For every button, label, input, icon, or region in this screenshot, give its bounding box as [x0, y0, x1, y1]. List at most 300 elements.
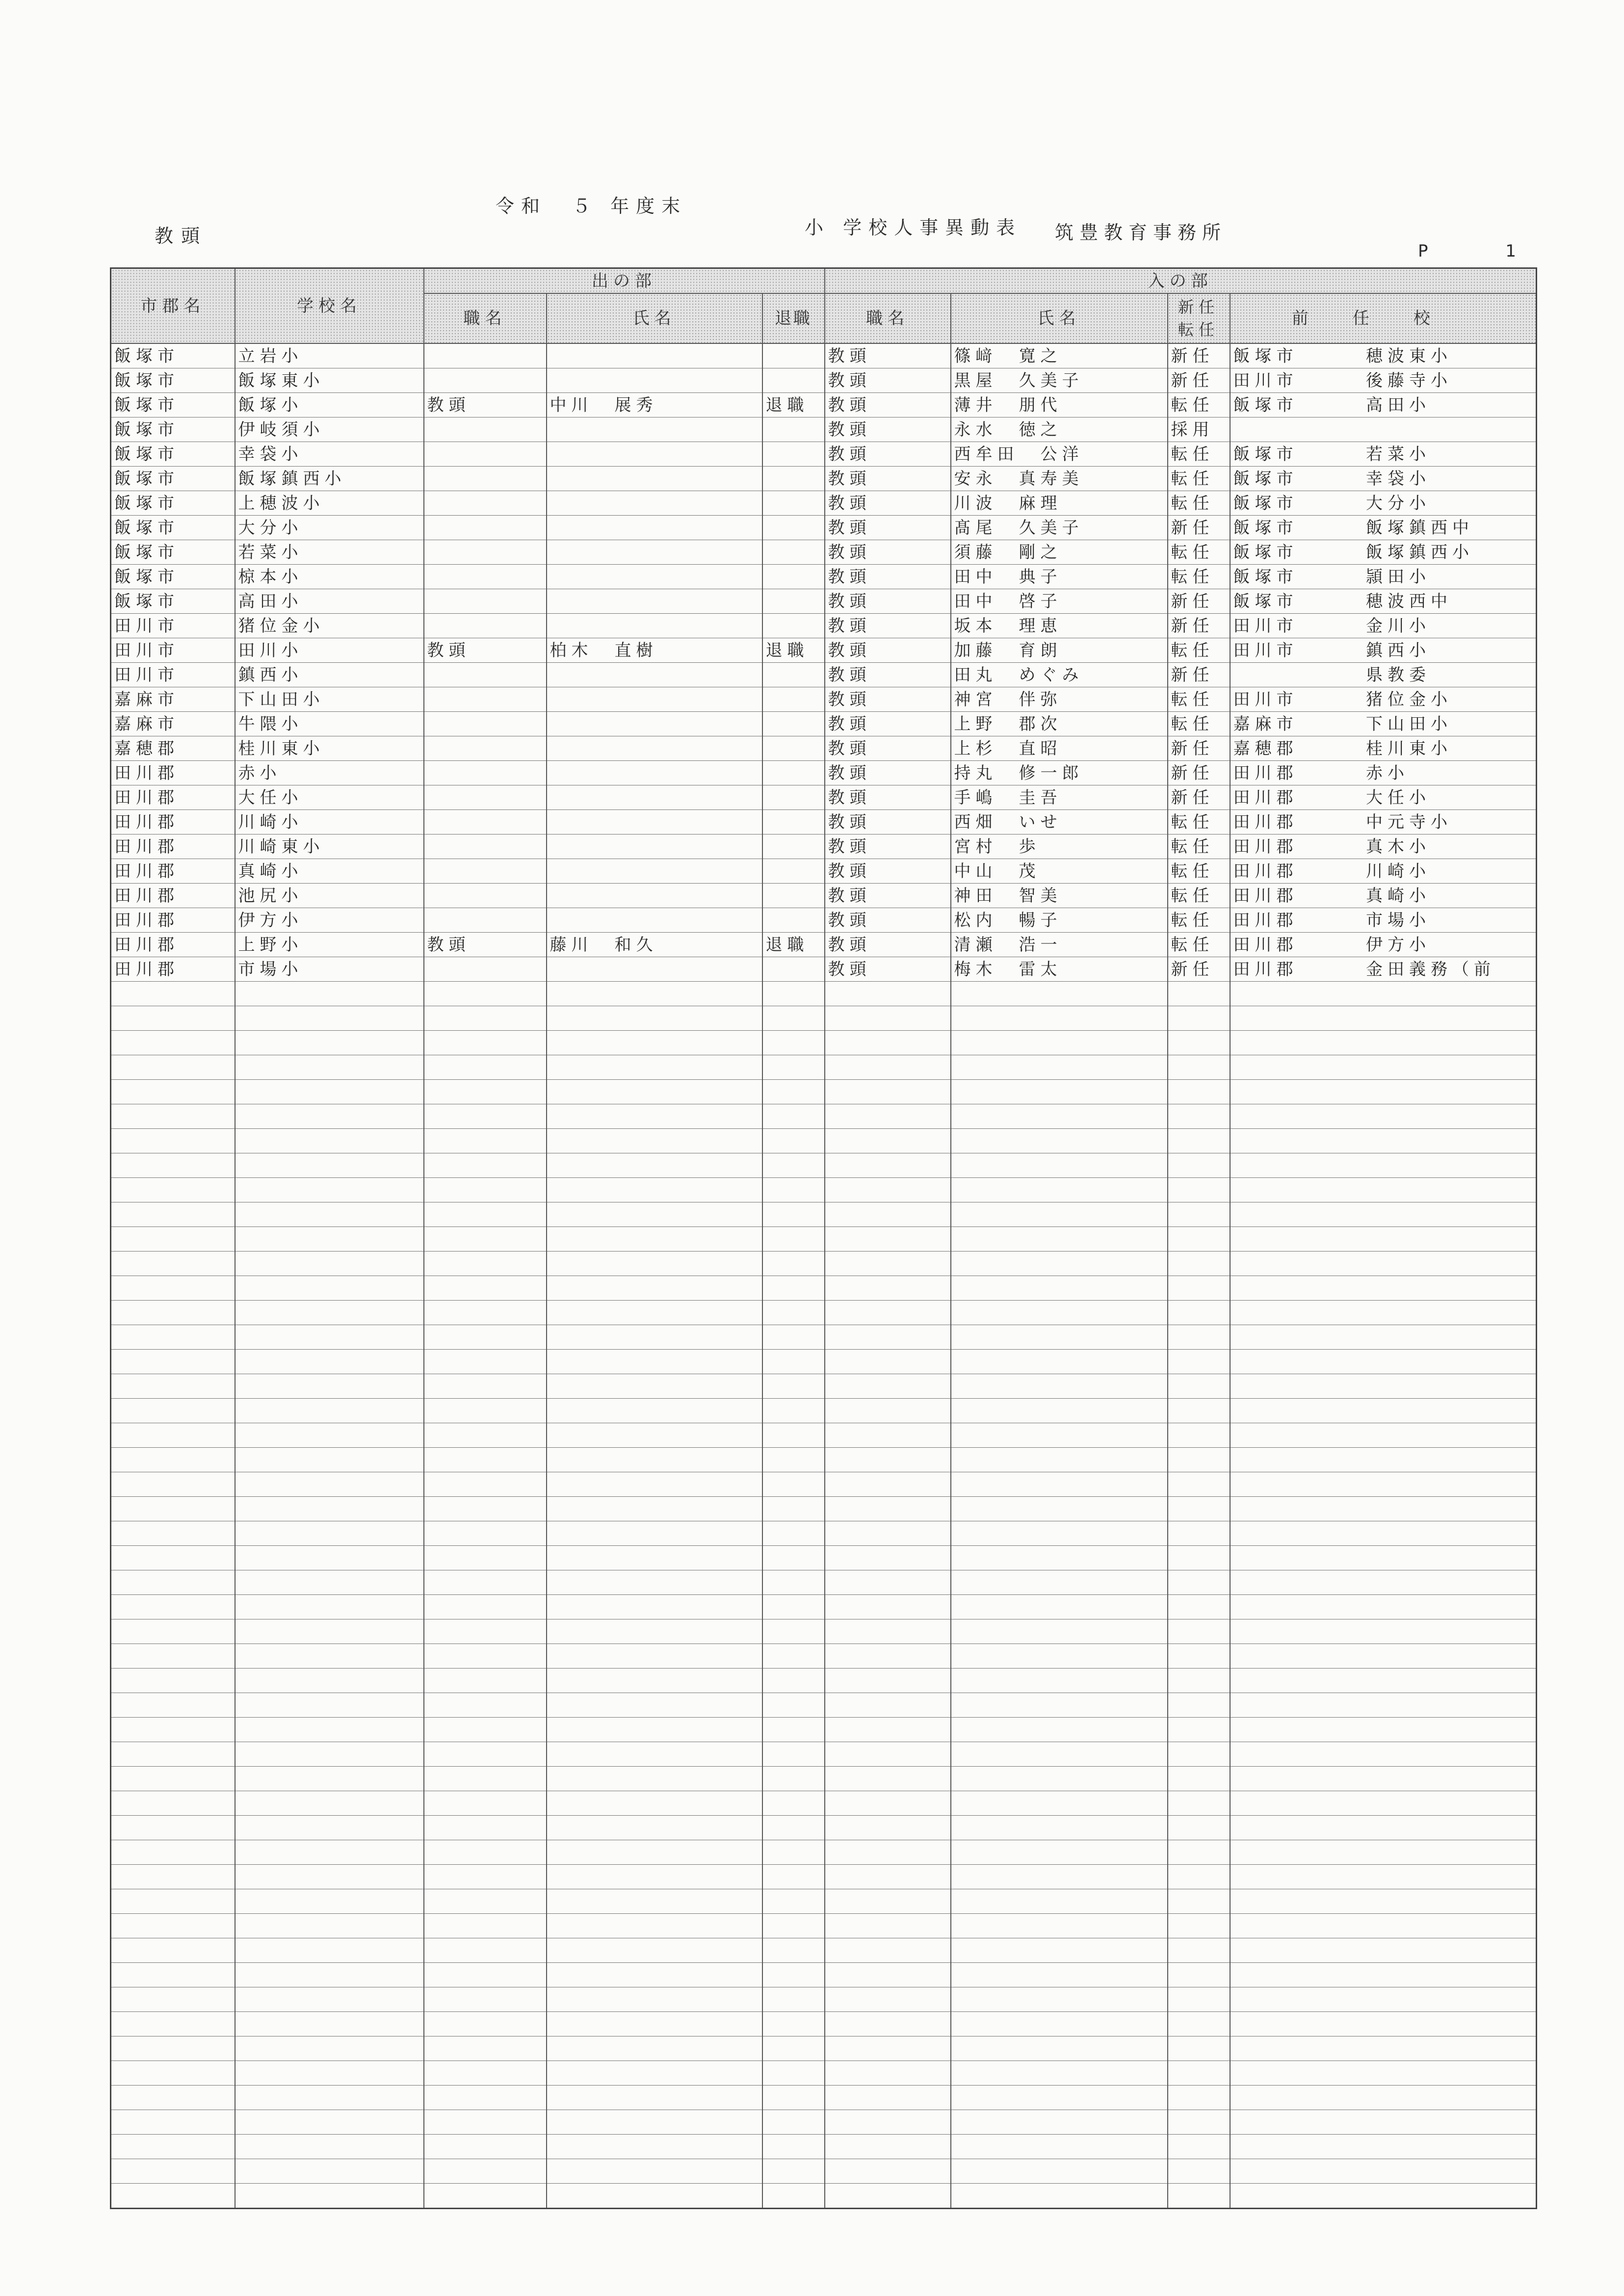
in-type-cell: 転任: [1168, 933, 1230, 957]
in-type-cell: 転任: [1168, 810, 1230, 835]
in-name-cell: [951, 1202, 1168, 1227]
in-title-cell: [825, 1325, 951, 1350]
out-title-cell: [424, 736, 547, 761]
prev-school-cell: [1230, 1104, 1537, 1129]
out-retire-cell: [762, 1669, 825, 1693]
out-name-cell: [547, 565, 762, 589]
prev-school-cell: [1230, 1938, 1537, 1963]
school-cell: [235, 1031, 424, 1055]
out-name-cell: [547, 614, 762, 638]
region-cell: 田川郡: [111, 761, 235, 785]
prev-school-cell: [1230, 1472, 1537, 1497]
region-cell: [111, 1693, 235, 1718]
out-name-cell: [547, 589, 762, 614]
prev-school-cell: [1230, 1914, 1537, 1938]
in-type-cell: 新任: [1168, 785, 1230, 810]
out-name-cell: [547, 736, 762, 761]
out-retire-cell: [762, 1252, 825, 1276]
prev-school-cell: [1230, 1374, 1537, 1399]
prev-school-name: 大分小: [1366, 493, 1431, 513]
out-title-cell: [424, 1006, 547, 1031]
prev-school-cell: [1230, 1816, 1537, 1840]
in-name-cell: 田丸 めぐみ: [951, 663, 1168, 687]
in-type-cell: [1168, 1178, 1230, 1202]
empty-row: [111, 1374, 1537, 1399]
out-title-cell: [424, 1718, 547, 1742]
prev-school-name: 幸袋小: [1366, 469, 1431, 489]
empty-row: [111, 2184, 1537, 2209]
school-cell: [235, 1325, 424, 1350]
prev-school-cell: [1230, 614, 1537, 638]
out-retire-cell: [762, 1031, 825, 1055]
out-title-cell: [424, 1153, 547, 1178]
prev-school-cell: [1230, 810, 1537, 835]
table-row: [111, 491, 1537, 516]
out-title-cell: [424, 1104, 547, 1129]
out-retire-cell: [762, 1840, 825, 1865]
out-name-cell: [547, 2159, 762, 2184]
in-name-cell: 西牟田 公洋: [951, 442, 1168, 467]
prev-school-cell: [1230, 1252, 1537, 1276]
out-name-cell: [547, 1693, 762, 1718]
region-cell: 田川郡: [111, 908, 235, 933]
out-title-cell: [424, 1619, 547, 1644]
in-type-cell: 新任: [1168, 343, 1230, 368]
in-name-cell: [951, 1129, 1168, 1153]
in-title-cell: [825, 1619, 951, 1644]
empty-row: [111, 2110, 1537, 2135]
region-cell: [111, 2012, 235, 2036]
prev-school-name: 後藤寺小: [1366, 370, 1453, 391]
office-name: 筑豊教育事務所: [1055, 222, 1227, 243]
prev-school-name: 川崎小: [1366, 861, 1431, 881]
out-name-cell: [547, 2036, 762, 2061]
out-title-cell: [424, 785, 547, 810]
out-retire-cell: [762, 1276, 825, 1301]
prev-region: 飯塚市: [1233, 395, 1298, 415]
in-name-cell: 篠﨑 寛之: [951, 343, 1168, 368]
out-title-cell: [424, 908, 547, 933]
prev-school-name: 鎮西小: [1366, 640, 1431, 660]
out-title-cell: [424, 2159, 547, 2184]
school-cell: [235, 1202, 424, 1227]
in-name-cell: [951, 1938, 1168, 1963]
in-name-cell: [951, 1104, 1168, 1129]
in-type-cell: [1168, 1448, 1230, 1472]
school-cell: 椋本小: [235, 565, 424, 589]
school-cell: [235, 2184, 424, 2209]
prev-region: 田川郡: [1233, 886, 1298, 906]
out-name-cell: [547, 1031, 762, 1055]
in-title-cell: 教頭: [825, 343, 951, 368]
in-type-cell: 新任: [1168, 368, 1230, 393]
region-cell: [111, 1202, 235, 1227]
table-row: [111, 540, 1537, 565]
out-title-cell: [424, 835, 547, 859]
out-retire-cell: 退職: [762, 638, 825, 663]
in-name-cell: [951, 1619, 1168, 1644]
in-name-cell: [951, 1521, 1168, 1546]
region-cell: [111, 1718, 235, 1742]
in-type-cell: [1168, 1619, 1230, 1644]
school-cell: [235, 1374, 424, 1399]
out-retire-cell: [762, 810, 825, 835]
in-title-cell: [825, 1423, 951, 1448]
in-title-cell: [825, 2012, 951, 2036]
in-type-cell: [1168, 1718, 1230, 1742]
in-name-cell: 坂本 理恵: [951, 614, 1168, 638]
in-name-cell: [951, 1987, 1168, 2012]
in-name-cell: [951, 2036, 1168, 2061]
out-name-cell: [547, 1350, 762, 1374]
school-cell: 伊方小: [235, 908, 424, 933]
out-title-cell: [424, 1423, 547, 1448]
out-retire-cell: [762, 1521, 825, 1546]
region-cell: [111, 1276, 235, 1301]
in-type-cell: [1168, 1350, 1230, 1374]
region-cell: 飯塚市: [111, 393, 235, 417]
school-cell: [235, 2036, 424, 2061]
region-cell: [111, 1423, 235, 1448]
prev-school-name: 飯塚鎮西中: [1366, 518, 1474, 538]
prev-school-cell: [1230, 1153, 1537, 1178]
in-type-cell: [1168, 2012, 1230, 2036]
table-row: [111, 417, 1537, 442]
empty-row: [111, 2086, 1537, 2110]
prev-school-cell: [1230, 785, 1537, 810]
out-title-cell: [424, 1227, 547, 1252]
school-cell: [235, 1987, 424, 2012]
out-retire-cell: [762, 785, 825, 810]
in-type-cell: [1168, 1963, 1230, 1987]
in-title-cell: 教頭: [825, 859, 951, 884]
region-cell: [111, 1227, 235, 1252]
school-cell: [235, 2135, 424, 2159]
prev-school-cell: [1230, 1521, 1537, 1546]
out-title-cell: [424, 1055, 547, 1080]
region-cell: [111, 2184, 235, 2209]
out-name-cell: [547, 1619, 762, 1644]
out-name-cell: [547, 1423, 762, 1448]
in-name-cell: 松内 暢子: [951, 908, 1168, 933]
prev-school-cell: [1230, 982, 1537, 1006]
table-row: [111, 736, 1537, 761]
out-retire-cell: [762, 1448, 825, 1472]
in-type-cell: [1168, 1570, 1230, 1595]
empty-row: [111, 1031, 1537, 1055]
empty-row: [111, 1006, 1537, 1031]
in-type-cell: [1168, 1104, 1230, 1129]
in-name-cell: 加藤 育朗: [951, 638, 1168, 663]
prev-school-cell: [1230, 1791, 1537, 1816]
prev-school-cell: [1230, 1301, 1537, 1325]
header-school: 学校名: [235, 268, 424, 344]
region-cell: [111, 1521, 235, 1546]
out-retire-cell: [762, 1767, 825, 1791]
region-cell: [111, 1080, 235, 1104]
out-name-cell: [547, 1399, 762, 1423]
empty-row: [111, 1104, 1537, 1129]
school-cell: 池尻小: [235, 884, 424, 908]
out-name-cell: [547, 1840, 762, 1865]
out-name-cell: [547, 2135, 762, 2159]
prev-region: 田川郡: [1233, 935, 1298, 955]
header-region: 市郡名: [111, 268, 235, 344]
in-title-cell: 教頭: [825, 393, 951, 417]
in-name-cell: [951, 1080, 1168, 1104]
in-name-cell: [951, 1914, 1168, 1938]
empty-row: [111, 1153, 1537, 1178]
page-value: 1: [1505, 241, 1516, 261]
region-cell: [111, 1252, 235, 1276]
table-row: [111, 884, 1537, 908]
region-cell: [111, 2110, 235, 2135]
out-title-cell: [424, 1963, 547, 1987]
region-cell: [111, 1006, 235, 1031]
page-label: P: [1418, 241, 1428, 261]
in-type-cell: [1168, 1546, 1230, 1570]
out-title-cell: [424, 663, 547, 687]
prev-school-cell: [1230, 908, 1537, 933]
out-retire-cell: [762, 982, 825, 1006]
in-name-cell: 上杉 直昭: [951, 736, 1168, 761]
in-type-cell: 採用: [1168, 417, 1230, 442]
out-title-cell: [424, 810, 547, 835]
out-name-cell: [547, 2184, 762, 2209]
prev-region: 飯塚市: [1233, 493, 1298, 513]
prev-school-cell: [1230, 884, 1537, 908]
table-row: [111, 638, 1537, 663]
school-cell: [235, 1497, 424, 1521]
empty-row: [111, 1693, 1537, 1718]
out-title-cell: [424, 1644, 547, 1669]
out-name-cell: [547, 761, 762, 785]
in-type-cell: 転任: [1168, 565, 1230, 589]
prev-school-cell: [1230, 540, 1537, 565]
out-name-cell: [547, 1595, 762, 1619]
out-name-cell: [547, 1178, 762, 1202]
out-title-cell: [424, 1472, 547, 1497]
region-cell: [111, 1840, 235, 1865]
out-retire-cell: [762, 2061, 825, 2086]
out-name-cell: [547, 884, 762, 908]
in-title-cell: [825, 1350, 951, 1374]
out-retire-cell: [762, 1153, 825, 1178]
in-title-cell: 教頭: [825, 368, 951, 393]
out-retire-cell: [762, 1472, 825, 1497]
in-title-cell: 教頭: [825, 908, 951, 933]
prev-school-name: 飯塚鎮西小: [1366, 542, 1474, 562]
prev-school-name: 市場小: [1366, 910, 1431, 930]
in-type-cell: [1168, 2159, 1230, 2184]
prev-school-cell: [1230, 1669, 1537, 1693]
in-type-cell: [1168, 1055, 1230, 1080]
in-type-cell: [1168, 1252, 1230, 1276]
prev-school-cell: [1230, 589, 1537, 614]
in-title-cell: 教頭: [825, 810, 951, 835]
in-name-cell: 田中 典子: [951, 565, 1168, 589]
school-cell: 川崎小: [235, 810, 424, 835]
out-name-cell: [547, 908, 762, 933]
empty-row: [111, 982, 1537, 1006]
in-name-cell: [951, 1546, 1168, 1570]
in-title-cell: [825, 982, 951, 1006]
out-retire-cell: [762, 663, 825, 687]
region-cell: 田川郡: [111, 933, 235, 957]
region-cell: 嘉麻市: [111, 712, 235, 736]
prev-school-cell: [1230, 2159, 1537, 2184]
in-title-cell: 教頭: [825, 835, 951, 859]
in-name-cell: 田中 啓子: [951, 589, 1168, 614]
table-row: [111, 343, 1537, 368]
in-name-cell: [951, 1153, 1168, 1178]
in-name-cell: 永水 徳之: [951, 417, 1168, 442]
school-cell: 立岩小: [235, 343, 424, 368]
in-name-cell: 神宮 伴弥: [951, 687, 1168, 712]
out-title-cell: [424, 1669, 547, 1693]
empty-row: [111, 1301, 1537, 1325]
region-cell: 飯塚市: [111, 589, 235, 614]
school-cell: [235, 1276, 424, 1301]
out-name-cell: [547, 1963, 762, 1987]
prev-school-name: 下山田小: [1366, 714, 1453, 734]
region-cell: [111, 2061, 235, 2086]
out-name-cell: [547, 1497, 762, 1521]
table-row: [111, 687, 1537, 712]
in-title-cell: 教頭: [825, 442, 951, 467]
empty-row: [111, 1938, 1537, 1963]
out-retire-cell: [762, 1055, 825, 1080]
empty-row: [111, 2036, 1537, 2061]
out-retire-cell: [762, 1595, 825, 1619]
in-name-cell: [951, 2135, 1168, 2159]
region-cell: [111, 1031, 235, 1055]
prev-school-cell: [1230, 933, 1537, 957]
prev-school-name: 猪位金小: [1366, 689, 1453, 709]
out-name-cell: [547, 1301, 762, 1325]
school-cell: [235, 2159, 424, 2184]
prev-school-cell: [1230, 1006, 1537, 1031]
in-title-cell: [825, 2036, 951, 2061]
out-name-cell: [547, 442, 762, 467]
in-type-cell: [1168, 2061, 1230, 2086]
in-name-cell: [951, 1767, 1168, 1791]
prev-school-name: 真木小: [1366, 836, 1431, 857]
in-title-cell: 教頭: [825, 540, 951, 565]
out-retire-cell: [762, 491, 825, 516]
out-retire-cell: [762, 1644, 825, 1669]
out-title-cell: [424, 540, 547, 565]
in-title-cell: [825, 1742, 951, 1767]
out-retire-cell: [762, 1791, 825, 1816]
in-type-cell: [1168, 1693, 1230, 1718]
region-cell: 飯塚市: [111, 516, 235, 540]
region-cell: [111, 1669, 235, 1693]
in-type-cell: [1168, 1889, 1230, 1914]
region-cell: [111, 2135, 235, 2159]
region-cell: [111, 1791, 235, 1816]
region-cell: [111, 1472, 235, 1497]
region-cell: 田川市: [111, 614, 235, 638]
empty-row: [111, 1227, 1537, 1252]
in-type-cell: [1168, 1006, 1230, 1031]
out-name-cell: [547, 491, 762, 516]
in-name-cell: 西畑 いせ: [951, 810, 1168, 835]
out-title-cell: [424, 1301, 547, 1325]
prev-school-name: 金田義務（前: [1366, 959, 1496, 979]
prev-school-cell: [1230, 491, 1537, 516]
out-retire-cell: [762, 2184, 825, 2209]
region-cell: [111, 1742, 235, 1767]
region-cell: 田川郡: [111, 957, 235, 982]
in-type-cell: [1168, 1669, 1230, 1693]
in-title-cell: [825, 1963, 951, 1987]
out-name-cell: [547, 1252, 762, 1276]
in-name-cell: [951, 1963, 1168, 1987]
out-name-cell: 藤川 和久: [547, 933, 762, 957]
out-title-cell: [424, 565, 547, 589]
out-retire-cell: [762, 1619, 825, 1644]
out-name-cell: [547, 982, 762, 1006]
in-title-cell: [825, 1202, 951, 1227]
prev-school-cell: [1230, 2061, 1537, 2086]
in-type-cell: [1168, 2110, 1230, 2135]
out-name-cell: [547, 467, 762, 491]
in-type-cell: [1168, 2135, 1230, 2159]
in-type-cell: [1168, 1865, 1230, 1889]
in-type-cell: [1168, 982, 1230, 1006]
school-cell: [235, 1521, 424, 1546]
in-title-cell: [825, 1889, 951, 1914]
region-cell: [111, 1595, 235, 1619]
out-title-cell: [424, 2061, 547, 2086]
region-cell: [111, 2159, 235, 2184]
school-cell: [235, 1914, 424, 1938]
school-cell: [235, 1938, 424, 1963]
school-cell: [235, 1767, 424, 1791]
out-name-cell: [547, 1669, 762, 1693]
school-cell: [235, 2110, 424, 2135]
in-type-cell: [1168, 1938, 1230, 1963]
in-title-cell: [825, 2061, 951, 2086]
school-cell: [235, 1840, 424, 1865]
out-name-cell: [547, 343, 762, 368]
in-name-cell: [951, 1423, 1168, 1448]
table-row: [111, 663, 1537, 687]
empty-row: [111, 1865, 1537, 1889]
school-cell: [235, 1816, 424, 1840]
in-name-cell: 手嶋 圭吾: [951, 785, 1168, 810]
out-retire-cell: [762, 835, 825, 859]
out-title-cell: [424, 1350, 547, 1374]
in-title-cell: [825, 1031, 951, 1055]
school-cell: [235, 1472, 424, 1497]
prev-school-cell: [1230, 1178, 1537, 1202]
out-name-cell: [547, 1521, 762, 1546]
out-title-cell: [424, 1325, 547, 1350]
prev-school-cell: [1230, 687, 1537, 712]
in-type-cell: [1168, 1767, 1230, 1791]
school-cell: 伊岐須小: [235, 417, 424, 442]
empty-row: [111, 2135, 1537, 2159]
in-title-cell: [825, 1938, 951, 1963]
empty-row: [111, 1350, 1537, 1374]
empty-row: [111, 1963, 1537, 1987]
empty-row: [111, 1644, 1537, 1669]
prev-region: 田川市: [1233, 689, 1298, 709]
region-cell: 田川郡: [111, 859, 235, 884]
prev-school-cell: [1230, 1865, 1537, 1889]
